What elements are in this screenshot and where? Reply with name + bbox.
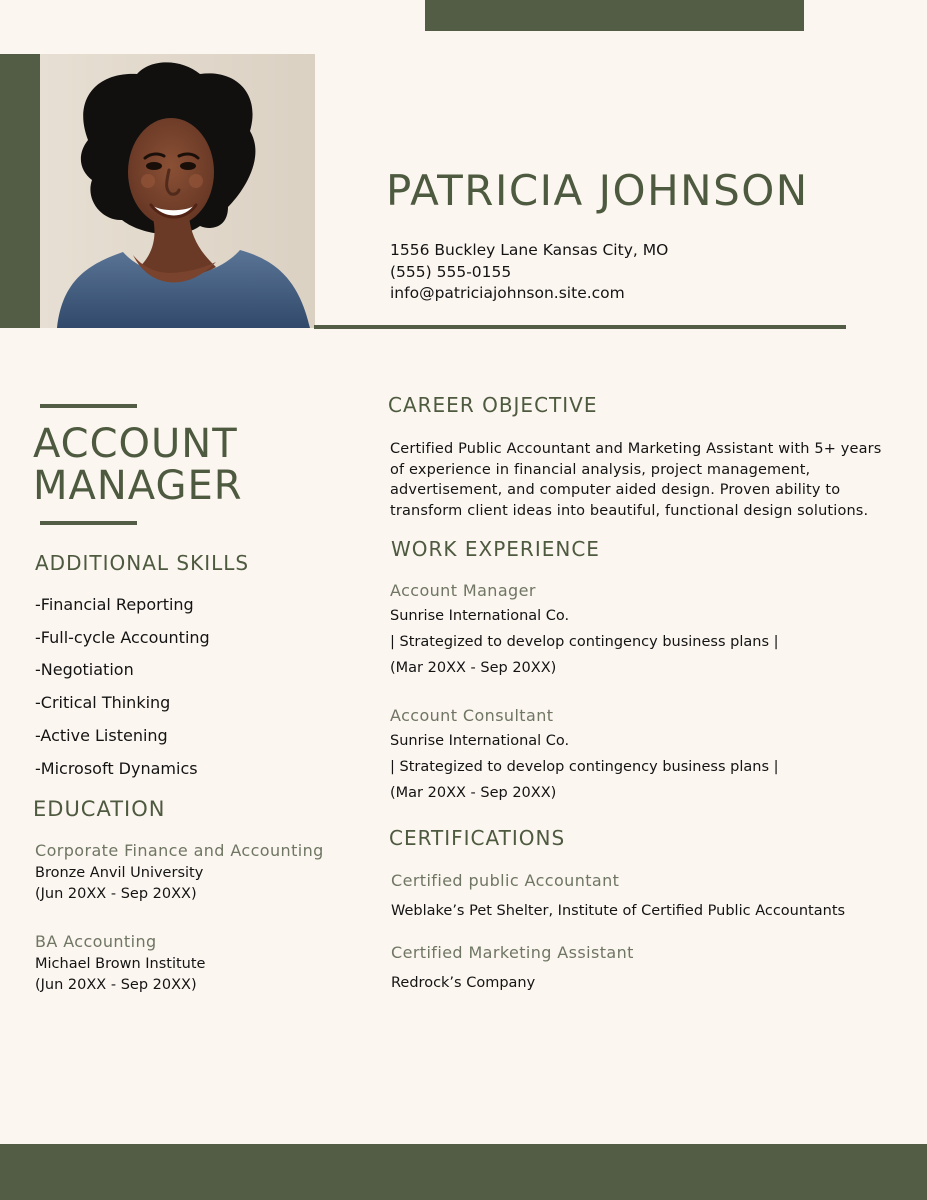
- contact-info: [390, 240, 790, 305]
- certification-title: Certified Marketing Assistant: [391, 943, 634, 962]
- job-role: Account Manager: [390, 581, 536, 600]
- contact-phone: (555) 555-0155: [390, 262, 512, 281]
- work-experience-item: [390, 704, 890, 806]
- skill-item: -Full-cycle Accounting: [35, 627, 210, 647]
- left-accent-bar: [0, 54, 41, 328]
- job-description: | Strategized to develop contingency business plans |: [390, 634, 779, 650]
- skill-item: -Financial Reporting: [35, 595, 194, 614]
- candidate-name: PATRICIA JOHNSON: [386, 166, 809, 215]
- certification-item: [391, 941, 891, 994]
- role-top-rule: [40, 404, 137, 408]
- contact-email: info@patriciajohnson.site.com: [390, 284, 625, 302]
- education-item: [35, 839, 345, 905]
- skill-item: -Critical Thinking: [35, 693, 171, 713]
- skill-item: -Microsoft Dynamics: [35, 758, 198, 778]
- career-objective-heading: CAREER OBJECTIVE: [388, 393, 598, 417]
- education-school: Michael Brown Institute: [35, 956, 206, 972]
- certifications-heading: CERTIFICATIONS: [389, 826, 566, 850]
- skill-item: -Active Listening: [35, 725, 168, 745]
- job-dates: (Mar 20XX - Sep 20XX): [390, 660, 557, 676]
- job-description: | Strategized to develop contingency business plans |: [390, 759, 779, 775]
- certification-issuer: Weblake’s Pet Shelter, Institute of Certified Public Accountants: [391, 903, 846, 919]
- role-bottom-rule: [40, 521, 137, 525]
- job-title-line-1: ACCOUNT: [33, 421, 238, 467]
- job-role: Account Consultant: [390, 706, 554, 725]
- education-degree: Corporate Finance and Accounting: [35, 841, 324, 860]
- contact-address: 1556 Buckley Lane Kansas City, MO: [390, 241, 669, 259]
- education-heading: EDUCATION: [33, 797, 166, 821]
- certification-issuer: Redrock’s Company: [391, 975, 536, 991]
- certification-item: [391, 869, 891, 922]
- education-dates: (Jun 20XX - Sep 20XX): [35, 886, 197, 902]
- top-accent-bar: [425, 0, 804, 31]
- skill-item: -Negotiation: [35, 660, 134, 680]
- job-title: [33, 423, 333, 507]
- education-dates: (Jun 20XX - Sep 20XX): [35, 977, 197, 993]
- education-degree: BA Accounting: [35, 932, 157, 951]
- skills-list: [35, 589, 335, 785]
- certification-title: Certified public Accountant: [391, 871, 620, 890]
- job-title-line-2: MANAGER: [33, 463, 243, 509]
- profile-photo: [40, 54, 315, 328]
- job-company: Sunrise International Co.: [390, 608, 570, 624]
- education-item: [35, 930, 345, 996]
- additional-skills-heading: ADDITIONAL SKILLS: [35, 551, 250, 575]
- header-divider: [314, 325, 846, 329]
- education-school: Bronze Anvil University: [35, 865, 204, 881]
- portrait-image: [40, 54, 315, 328]
- job-company: Sunrise International Co.: [390, 733, 570, 749]
- bottom-accent-bar: [0, 1144, 927, 1200]
- job-dates: (Mar 20XX - Sep 20XX): [390, 785, 557, 801]
- work-experience-item: [390, 579, 890, 681]
- work-experience-heading: WORK EXPERIENCE: [391, 537, 600, 561]
- career-objective-text: Certified Public Accountant and Marketing Assistant with 5+ years of experience in financial analysis, project management, advertisement, and computer aided design. Proven ability to transform client ideas into beautiful, functional design solutions.: [390, 441, 882, 519]
